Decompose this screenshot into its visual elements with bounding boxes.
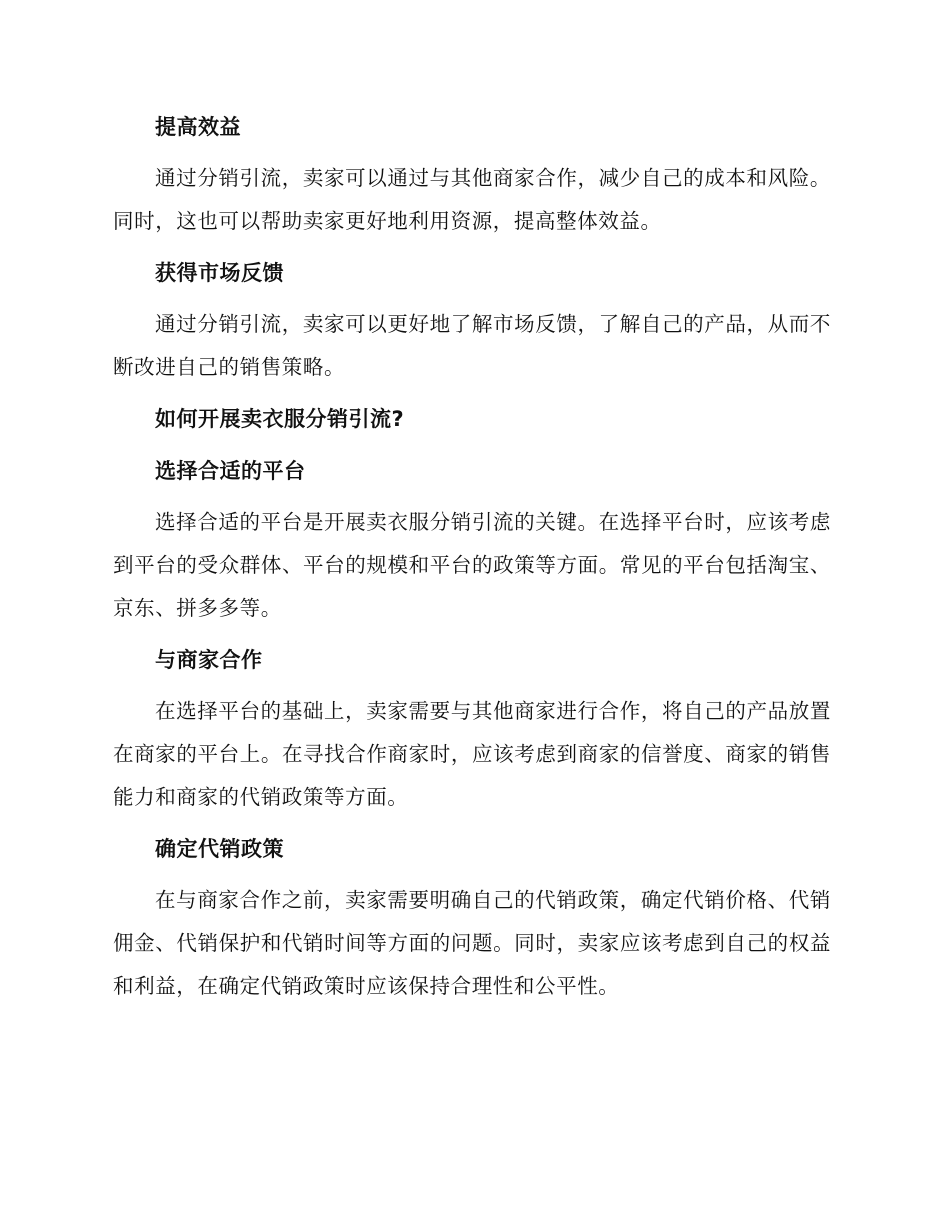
section-heading-consignment-policy: 确定代销政策: [155, 837, 284, 861]
paragraph-consignment-policy: 在与商家合作之前，卖家需要明确自己的代销政策，确定代销价格、代销佣金、代销保护和代销时间等方面的问题。同时，卖家应该考虑到自己的权益和利益，在确定代销政策时应该保持合理性和公平性。: [113, 888, 831, 998]
section-heading-merchant-cooperation: 与商家合作: [155, 648, 263, 672]
paragraph-improve-efficiency: 通过分销引流，卖家可以通过与其他商家合作，减少自己的成本和风险。同时，这也可以帮助卖家更好地利用资源，提高整体效益。: [113, 166, 831, 233]
paragraph-choose-platform: 选择合适的平台是开展卖衣服分销引流的关键。在选择平台时，应该考虑到平台的受众群体、平台的规模和平台的政策等方面。常见的平台包括淘宝、京东、拼多多等。: [113, 510, 831, 620]
section-heading-how-to: 如何开展卖衣服分销引流?: [155, 407, 405, 431]
paragraph-market-feedback: 通过分销引流，卖家可以更好地了解市场反馈，了解自己的产品，从而不断改进自己的销售策略。: [113, 312, 831, 379]
section-heading-improve-efficiency: 提高效益: [155, 115, 241, 139]
paragraph-merchant-cooperation: 在选择平台的基础上，卖家需要与其他商家进行合作，将自己的产品放置在商家的平台上。在寻找合作商家时，应该考虑到商家的信誉度、商家的销售能力和商家的代销政策等方面。: [113, 699, 831, 809]
document-page: [113, 112, 831, 1023]
section-heading-choose-platform: 选择合适的平台: [155, 459, 306, 483]
section-heading-market-feedback: 获得市场反馈: [155, 261, 284, 285]
